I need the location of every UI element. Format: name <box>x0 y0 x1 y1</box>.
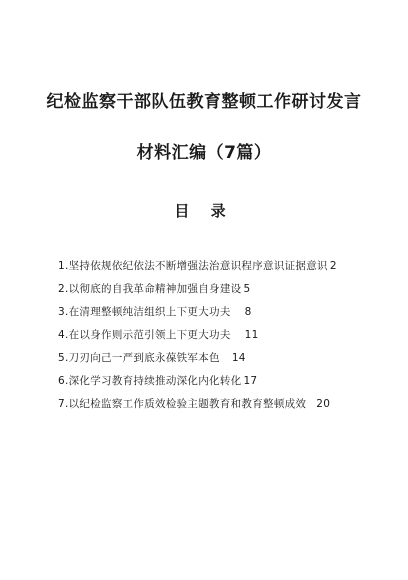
toc-item-1 <box>58 258 358 281</box>
document-title-line-2: 材料汇编（7篇） <box>136 143 272 163</box>
document-title-line-1: 纪检监察干部队伍教育整顿工作研讨发言 <box>46 92 362 112</box>
toc-item-page: 2 <box>329 260 337 272</box>
toc-item-page: 20 <box>316 398 331 410</box>
toc-item-text: 以彻底的自我革命精神加强自身建设 <box>68 283 242 295</box>
toc-item-6 <box>58 373 358 396</box>
toc-item-3 <box>58 304 358 327</box>
toc-item-text: 在清理整顿纯洁组织上下更大功夫 <box>68 306 231 318</box>
toc-item-page: 17 <box>243 375 258 387</box>
toc-item-number: 5. <box>58 352 69 364</box>
toc-item-page: 14 <box>231 352 246 364</box>
toc-item-5 <box>58 350 358 373</box>
toc-item-text: 以纪检监察工作质效检验主题教育和教育整顿成效 <box>68 398 307 410</box>
toc-item-text: 刀刃向己一严到底永葆铁军本色 <box>68 352 220 364</box>
toc-item-7 <box>58 396 358 419</box>
toc-item-number: 1. <box>58 260 69 272</box>
toc-item-number: 4. <box>58 329 69 341</box>
toc-item-2 <box>58 281 358 304</box>
toc-item-page: 11 <box>244 329 259 341</box>
toc-item-number: 6. <box>58 375 69 387</box>
toc-item-text: 在以身作则示范引领上下更大功夫 <box>68 329 231 341</box>
toc-item-page: 8 <box>244 306 252 318</box>
toc-item-page: 5 <box>243 283 251 295</box>
toc-item-number: 3. <box>58 306 69 318</box>
toc-item-number: 7. <box>58 398 69 410</box>
toc-item-text: 坚持依规依纪依法不断增强法治意识程序意识证据意识 <box>68 260 328 272</box>
toc-item-4 <box>58 327 358 350</box>
table-of-contents <box>58 258 358 419</box>
toc-heading: 目 录 <box>174 202 234 220</box>
toc-item-number: 2. <box>58 283 69 295</box>
toc-item-text: 深化学习教育持续推动深化内化转化 <box>68 375 242 387</box>
